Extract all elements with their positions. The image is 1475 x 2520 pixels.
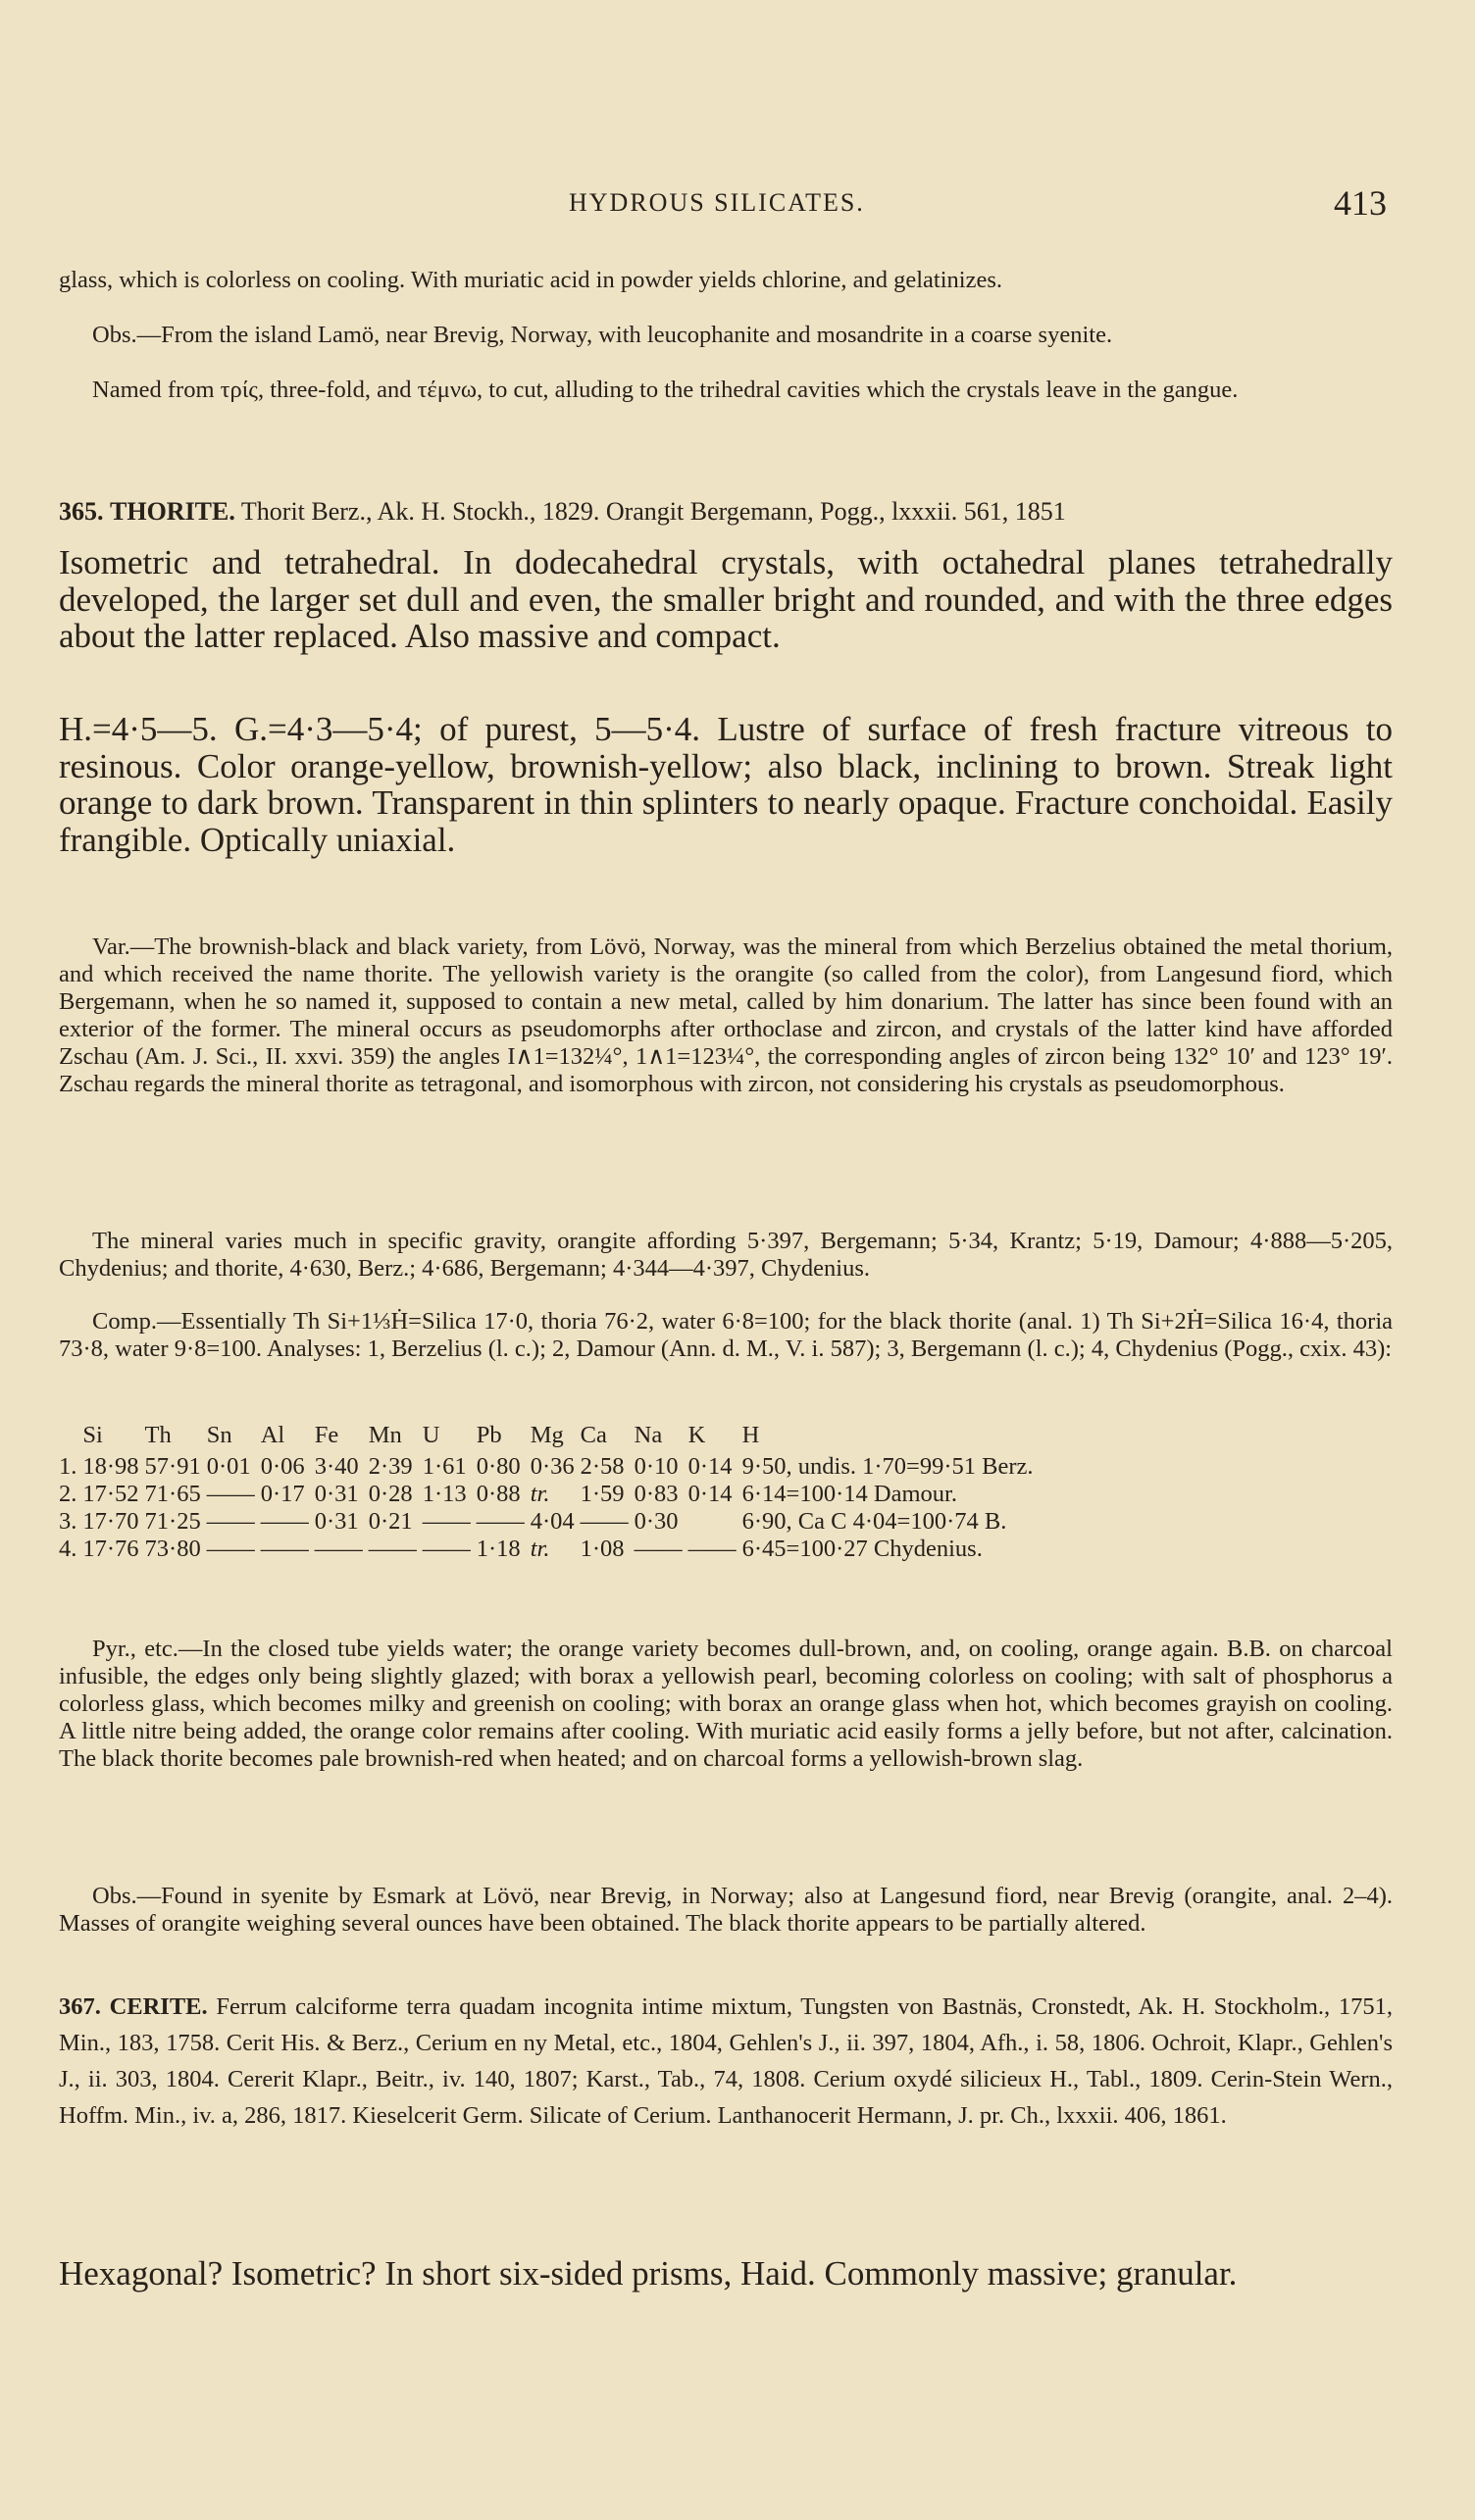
thorite-composition: Comp.—Essentially Th Si+1⅓Ḣ=Silica 17·0, thoria 76·2, water 6·8=100; for the black thorite (anal. 1) Th Si+2Ḣ=Silica 16·4, thoria 73·8, water 9·8=100. Analyses: 1, Berzelius (l. c.); 2, Damour (Ann. d. M., V. i. 587); 3, Bergemann (l. c.); 4, Chydenius (Pogg., cxix. 43): bbox=[59, 1308, 1393, 1362]
header-title: HYDROUS SILICATES. bbox=[569, 188, 865, 217]
col-header: Mg bbox=[530, 1422, 564, 1448]
cerite-name: CERITE. bbox=[109, 1993, 208, 2020]
col-header: Na bbox=[634, 1422, 663, 1448]
thorite-name: THORITE. bbox=[110, 497, 235, 526]
table-cell: 1·18 bbox=[476, 1536, 521, 1562]
table-cell: 4·04 bbox=[530, 1508, 575, 1535]
table-cell: 0·28 bbox=[368, 1481, 413, 1507]
table-cell: —— bbox=[206, 1508, 255, 1535]
table-cell: 3. bbox=[59, 1508, 77, 1535]
thorite-gravity: The mineral varies much in specific gravity, orangite affording 5·397, Bergemann; 5·34, Krantz; 5·19, Damour; 4·888—5·205, Chydenius; and thorite, 4·630, Berz.; 4·686, Bergemann; 4·344—4·397, Chydenius. bbox=[59, 1228, 1393, 1282]
table-row bbox=[59, 1481, 1040, 1508]
cerite-synonymy: Ferrum calciforme terra quadam incognita intime mixtum, Tungsten von Bastnäs, Cronstedt, Ak. H. Stockholm., 1751, Min., 183, 1758. Cerit His. & Berz., Cerium en ny Metal, etc., 1804, Gehlen's J., ii. 397, 1804, Afh., i. 58, 1806. Ochroit, Klapr., Gehlen's J., ii. 303, 1804. Cererit Klapr., Beitr., iv. 140, 1807; Karst., Tab., 74, 1808. Cerium oxydé silicieux H., Tabl., 1809. Cerin-Stein Wern., Hoffm. Min., iv. a, 286, 1817. Kieselcerit Germ. Silicate of Cerium. Lanthanocerit Hermann, J. pr. Ch., lxxxii. 406, 1861. bbox=[59, 1993, 1394, 2129]
col-header: U bbox=[422, 1422, 440, 1448]
thorite-heading bbox=[59, 488, 1393, 535]
table-cell: 4. bbox=[59, 1536, 77, 1562]
cerite-number: 367. bbox=[59, 1993, 101, 2020]
cerite-description: Hexagonal? Isometric? In short six-sided prisms, Haid. Commonly massive; granular. bbox=[59, 2254, 1238, 2293]
table-cell bbox=[688, 1508, 742, 1536]
table-cell: 6·14=100·14 Damour. bbox=[741, 1481, 957, 1507]
table-cell: 57·91 bbox=[144, 1453, 201, 1480]
table-cell: 1·13 bbox=[422, 1481, 467, 1507]
table-cell: —— bbox=[368, 1536, 417, 1562]
table-cell: tr. bbox=[530, 1536, 550, 1562]
table-cell: 1·59 bbox=[580, 1481, 625, 1507]
col-header: Fe bbox=[314, 1422, 339, 1448]
table-cell: —— bbox=[422, 1508, 471, 1535]
col-header bbox=[59, 1418, 82, 1453]
table-cell: 17·52 bbox=[82, 1481, 139, 1507]
col-header: K bbox=[687, 1422, 706, 1448]
table-cell: —— bbox=[422, 1536, 471, 1562]
running-header bbox=[59, 182, 1393, 226]
table-cell: —— bbox=[260, 1508, 309, 1535]
thorite-observations: Obs.—Found in syenite by Esmark at Lövö, near Brevig, in Norway; also at Langesund fiord, near Brevig (orangite, anal. 2–4). Masses of orangite weighing several ounces have been obtained. The black thorite appears to be partially altered. bbox=[59, 1883, 1393, 1937]
col-header: Sn bbox=[206, 1422, 232, 1448]
thorite-synonymy: Thorit Berz., Ak. H. Stockh., 1829. Orangit Bergemann, Pogg., lxxxii. 561, 1851 bbox=[240, 497, 1066, 526]
col-header: Si bbox=[82, 1422, 103, 1448]
table-cell: 18·98 bbox=[82, 1453, 139, 1480]
col-header: Th bbox=[144, 1422, 172, 1448]
table-cell: —— bbox=[314, 1536, 363, 1562]
thorite-number: 365. bbox=[59, 497, 104, 526]
table-cell: 0·06 bbox=[260, 1453, 305, 1480]
table-cell: —— bbox=[206, 1536, 255, 1562]
table-cell: tr. bbox=[530, 1481, 550, 1507]
table-cell: 6·45=100·27 Chydenius. bbox=[741, 1536, 983, 1562]
table-cell: 0·30 bbox=[634, 1508, 679, 1535]
table-cell: 2. bbox=[59, 1481, 77, 1507]
intro-line: glass, which is colorless on cooling. With muriatic acid in powder yields chlorine, and gelatinizes. bbox=[59, 267, 1003, 293]
col-header: Al bbox=[260, 1422, 285, 1448]
table-cell: 17·70 bbox=[82, 1508, 139, 1535]
thorite-description-2: H.=4·5—5. G.=4·3—5·4; of purest, 5—5·4. Lustre of surface of fresh fracture vitreous to resinous. Color orange-yellow, brownish-yellow; also black, inclining to brown. Streak light orange to dark brown. Transparent in thin splinters to nearly opaque. Fracture conchoidal. Easily frangible. Optically uniaxial. bbox=[59, 710, 1393, 859]
table-cell: 0·10 bbox=[634, 1453, 679, 1480]
table-cell: —— bbox=[634, 1536, 683, 1562]
table-cell: 0·31 bbox=[314, 1481, 359, 1507]
table-cell: 2·58 bbox=[580, 1453, 625, 1480]
table-cell: 73·80 bbox=[144, 1536, 201, 1562]
col-header: Mn bbox=[368, 1422, 402, 1448]
analyses-table bbox=[59, 1418, 1040, 1563]
table-cell: 0·14 bbox=[687, 1481, 733, 1507]
table-cell: 1·08 bbox=[580, 1536, 625, 1562]
table-cell: 0·88 bbox=[476, 1481, 521, 1507]
table-cell: 1. bbox=[59, 1453, 77, 1480]
table-cell: 0·21 bbox=[368, 1508, 413, 1535]
table-cell: 1·61 bbox=[422, 1453, 467, 1480]
thorite-description-1: Isometric and tetrahedral. In dodecahedral crystals, with octahedral planes tetrahedrally developed, the larger set dull and even, the smaller bright and rounded, and with the three edges about the latter replaced. Also massive and compact. bbox=[59, 543, 1393, 655]
col-header: H bbox=[741, 1422, 760, 1448]
table-cell: —— bbox=[206, 1481, 255, 1507]
intro-obs: Obs.—From the island Lamö, near Brevig, Norway, with leucophanite and mosandrite in a coarse syenite. bbox=[92, 322, 1113, 348]
thorite-varieties: Var.—The brownish-black and black variety, from Lövö, Norway, was the mineral from which Berzelius obtained the metal thorium, and which received the name thorite. The yellowish variety is the orangite (so called from the color), from Langesund fiord, which Bergemann, when he so named it, supposed to contain a new metal, called by him donarium. The latter has since been found with an exterior of the former. The mineral occurs as pseudomorphs after orthoclase and zircon, and crystals of the latter kind have afforded Zschau (Am. J. Sci., II. xxvi. 359) the angles I∧1=132¼°, 1∧1=123¼°, the corresponding angles of zircon being 132° 10′ and 123° 19′. Zschau regards the mineral thorite as tetragonal, and isomorphous with zircon, not considering his crystals as pseudomorphous. bbox=[59, 933, 1393, 1097]
table-cell: 0·83 bbox=[634, 1481, 679, 1507]
table-cell: 9·50, undis. 1·70=99·51 Berz. bbox=[741, 1453, 1034, 1480]
table-cell: 71·65 bbox=[144, 1481, 201, 1507]
table-cell: 0·14 bbox=[687, 1453, 733, 1480]
table-cell: 0·80 bbox=[476, 1453, 521, 1480]
table-cell: —— bbox=[580, 1508, 629, 1535]
col-header: Ca bbox=[580, 1422, 607, 1448]
table-row bbox=[59, 1536, 1040, 1563]
thorite-pyrognostics: Pyr., etc.—In the closed tube yields water; the orange variety becomes dull-brown, and, on cooling, orange again. B.B. on charcoal infusible, the edges only being slightly glazed; with borax a yellowish pearl, becoming colorless on cooling; with salt of phosphorus a colorless glass, which becomes milky and greenish on cooling; with borax an orange glass when hot, which becomes grayish on cooling. A little nitre being added, the orange color remains after cooling. With muriatic acid easily forms a jelly before, but not after, calcination. The black thorite becomes pale brownish-red when heated; and on charcoal forms a yellowish-brown slag. bbox=[59, 1636, 1393, 1772]
table-row bbox=[59, 1508, 1040, 1536]
table-cell: —— bbox=[260, 1536, 309, 1562]
table-cell: 71·25 bbox=[144, 1508, 201, 1535]
page-number: 413 bbox=[1334, 183, 1387, 223]
table-cell: 6·90, Ca C 4·04=100·74 B. bbox=[741, 1508, 1007, 1535]
table-cell: —— bbox=[687, 1536, 737, 1562]
table-cell: 2·39 bbox=[368, 1453, 413, 1480]
table-cell: 3·40 bbox=[314, 1453, 359, 1480]
table-cell: 0·36 bbox=[530, 1453, 575, 1480]
table-cell: —— bbox=[476, 1508, 525, 1535]
table-cell: 0·01 bbox=[206, 1453, 251, 1480]
table-cell: 0·17 bbox=[260, 1481, 305, 1507]
analyses-header-row bbox=[59, 1418, 1040, 1453]
table-row bbox=[59, 1453, 1040, 1481]
table-cell: 0·31 bbox=[314, 1508, 359, 1535]
intro-named: Named from τρίς, three-fold, and τέμνω, to cut, alluding to the trihedral cavities which the crystals leave in the gangue. bbox=[92, 377, 1239, 403]
cerite-heading bbox=[59, 1989, 1393, 2134]
col-header: Pb bbox=[476, 1422, 502, 1448]
table-cell: 17·76 bbox=[82, 1536, 139, 1562]
